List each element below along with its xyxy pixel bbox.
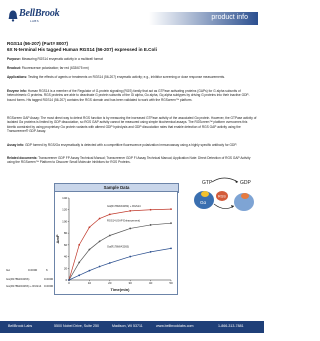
y-tick-label: 20 <box>63 266 68 271</box>
y-tick-label: 140 <box>62 196 68 200</box>
data-point <box>89 249 91 251</box>
chart-title: Sample Data <box>103 185 130 191</box>
series-line <box>69 248 171 280</box>
product-title: RGS14 (56-207) (Part# 8007) <box>7 41 69 46</box>
series-label: Gα(R178M/A326S) <box>107 245 130 249</box>
data-point <box>170 247 172 249</box>
related-documents-text: Transcreener GDP FP Assay Technical Manual; Transcreener GDP FI Assay Technical Manual; Application Note: Direct Detection of RGS GAP Activity using the RGScreen™ Platform to Discover Small Molecule Inhibitors for RGS Proteins. <box>7 156 251 165</box>
product-subtitle: 6X N-terminal His tagged Human RGS14 (56-207) expressed in E.Coli <box>7 47 157 52</box>
data-point <box>78 274 80 276</box>
data-point <box>109 214 111 216</box>
chart-svg <box>55 192 177 294</box>
readout-paragraph <box>7 66 257 70</box>
footer-company: BellBrook Labs <box>8 323 33 328</box>
brand-sub: LABS <box>30 19 39 23</box>
data-point <box>89 270 91 272</box>
footer-website[interactable]: www.bellbrooklabs.com <box>156 323 194 328</box>
related-documents-label: Related documents: <box>7 156 38 160</box>
data-point <box>129 256 131 258</box>
table-cell: Gαᵢ(R178M/A326S) <box>6 278 30 281</box>
gdp-label: GDP <box>240 180 251 186</box>
x-tick-label: 20 <box>108 281 112 286</box>
data-point <box>129 228 131 230</box>
enzyme-info-text: Human RGS14 is a member of the Regulator of G-protein signaling (RGS) family that act as GTPase activating proteins (GAPs) for G alpha subunits of heterotrimeric G proteins. RGS proteins are able to deactivate G protein subunits of the Gi alpha, Go alpha, Gq alpha subtypes by driving G proteins into their inactive GDP-bound forms. His tagged RGS14 (56-207) contains the RGS domain and has been validated to work with the RGScreen™ platform. <box>7 89 250 102</box>
series-label: Gα(R178M/A326S) + RGS14 <box>107 205 141 209</box>
data-point <box>150 251 152 253</box>
enzyme-info-paragraph <box>7 89 257 102</box>
data-point <box>170 208 172 210</box>
bellbrook-logo-icon <box>8 10 18 22</box>
applications-text: Testing the effects of agents or treatments on RGS14 (56-207) enzymatic activity; e.g., inhibitor screening or dose response measurements. <box>27 75 225 79</box>
y-tick-label: 100 <box>62 219 68 224</box>
x-tick-label: 0 <box>68 281 70 286</box>
data-point <box>89 226 91 228</box>
y-tick-label: 0 <box>65 278 68 282</box>
page-footer <box>0 321 264 333</box>
rgs-label: RGS <box>218 194 226 199</box>
data-point <box>129 210 131 212</box>
enzyme-info-label: Enzyme info: <box>7 89 27 93</box>
footer-address: 5500 Nobel Drive, Suite 250 <box>54 323 99 328</box>
y-axis-label: ΔmP <box>55 234 60 244</box>
y-tick-label: 60 <box>63 242 68 247</box>
series-label: RGS14 (GAP Enhancement) <box>107 219 141 223</box>
applications-label: Applications: <box>7 75 28 79</box>
brand-name: BellBrook <box>19 8 60 19</box>
table-cell: 0.0000 <box>44 284 54 288</box>
assay-info-label: Assay info: <box>7 143 25 147</box>
product-info-banner <box>118 12 258 25</box>
cycle-arrow <box>212 178 238 182</box>
x-tick-label: 30 <box>128 281 132 286</box>
g-alpha-label: Gα <box>200 200 207 205</box>
table-cell: 0.0000 <box>28 268 38 272</box>
data-point <box>170 222 172 224</box>
gtp-label: GTP <box>202 180 213 186</box>
data-point <box>109 262 111 264</box>
page-header <box>0 0 264 34</box>
sample-data-table <box>6 269 62 297</box>
data-point <box>150 224 152 226</box>
y-tick-label: 120 <box>62 207 68 212</box>
sample-data-chart <box>54 191 178 295</box>
assay-info-paragraph <box>7 143 257 147</box>
footer-city: Madison, WI 53711 <box>112 323 143 328</box>
table-cell: Gαᵢ(R178M/A326S) + RGS14 <box>6 285 42 288</box>
x-tick-label: 50 <box>169 281 173 286</box>
data-point <box>65 278 70 282</box>
table-cell: 6 <box>46 268 48 272</box>
series-line <box>69 223 171 280</box>
related-documents-paragraph <box>7 156 257 165</box>
readout-text: Fluorescence polarization; far red (633/675 nm) <box>20 66 89 70</box>
purpose-label: Purpose: <box>7 57 21 61</box>
y-tick-label: 40 <box>63 254 68 259</box>
data-point <box>78 244 80 246</box>
table-cell: Gα <box>6 268 11 272</box>
purpose-text: Measuring RGS14 enzymatic activity in a multiwell format <box>20 57 103 61</box>
x-tick-label: 10 <box>87 281 92 286</box>
gtpase-cycle-diagram <box>188 176 260 226</box>
data-point <box>109 235 111 237</box>
data-point <box>99 218 101 220</box>
table-cell: 0.0000 <box>44 277 54 281</box>
readout-label: Readout: <box>7 66 21 70</box>
gdp-molecule-icon <box>241 193 249 199</box>
applications-paragraph <box>7 75 257 79</box>
data-point <box>78 262 80 264</box>
purpose-paragraph <box>7 57 257 61</box>
y-tick-label: 80 <box>63 231 68 236</box>
data-point <box>150 209 152 211</box>
x-tick-label: 40 <box>148 281 153 286</box>
x-axis-label: Time(min) <box>110 287 130 292</box>
footer-phone: 1-866-313-7881 <box>218 323 244 328</box>
data-point <box>99 266 101 268</box>
gtp-molecule-icon <box>201 191 209 197</box>
assay-info-text: GDP formed by RGS/Gα enzymatically is detected with a competitive fluorescence polarization immunoassay using a highly specific antibody for GDP. <box>24 143 237 147</box>
banner-label: product info <box>211 14 248 21</box>
data-point <box>99 240 101 242</box>
hydrolysis-arrow <box>214 204 234 209</box>
rgscreen-paragraph: RGScreen GAP Assay: The most direct way to detect RGS function is by measuring the increased GTPase activity of the associated Gα protein. However, the GTPase activity of isolated Gα proteins is limited by GDP dissociation, so RGS GAP activity cannot be measured using simple biochemical assays. The RGScreen™ platform overcomes this kinetic constraint by using proprietary Gα protein variants with altered GDP hydrolysis and GDP dissociation rates that enable detection of RGS GAP activity using the Transcreener® GDP Assay. <box>7 116 257 133</box>
